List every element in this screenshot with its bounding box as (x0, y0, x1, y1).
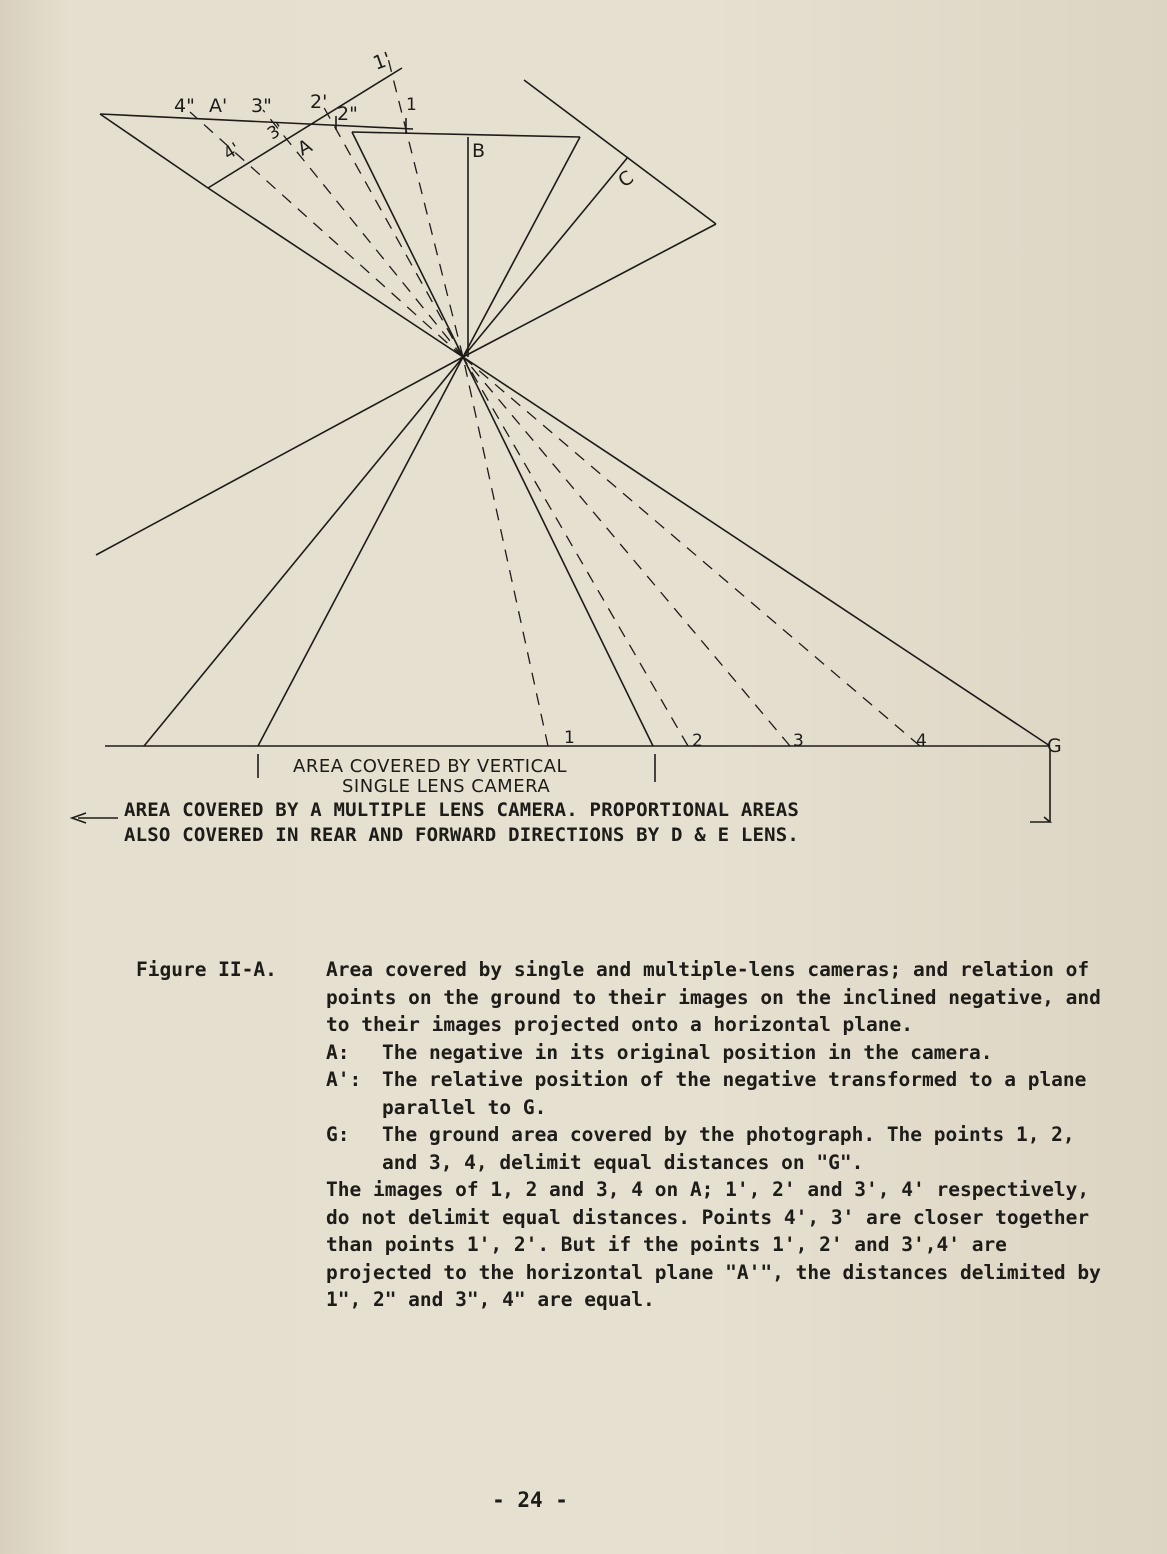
dash-ray-2-up (322, 104, 463, 357)
single-lens-line-2: SINGLE LENS CAMERA (342, 776, 551, 797)
ray-top-b-right (463, 137, 580, 357)
arrow-right (1030, 817, 1050, 822)
multiple-lens-caption-line-2: ALSO COVERED IN REAR AND FORWARD DIRECTIONS BY D & E LENS. (124, 824, 800, 846)
multiple-lens-caption-line-1: AREA COVERED BY A MULTIPLE LENS CAMERA. PROPORTIONAL AREAS (124, 799, 800, 821)
ray-b-left (258, 357, 463, 746)
label-1p: 1' (370, 48, 394, 75)
left-frame-top (100, 114, 208, 188)
label-4p-neg: 4' (220, 139, 244, 165)
page-number: - 24 - (492, 1488, 568, 1512)
label-ground-4: 4 (916, 731, 927, 751)
definition-g (326, 1121, 1106, 1176)
label-4pp: 4" (174, 95, 195, 117)
negative-a (208, 68, 402, 188)
label-2pp: 2" (337, 103, 358, 125)
figure-intro: Area covered by single and multiple-lens cameras; and relation of points on the ground to their images on the inclined negative, and to their images projected onto a horizontal plane. (326, 958, 1101, 1036)
label-1-top: 1 (406, 95, 417, 115)
label-a-prime: A' (209, 95, 228, 117)
single-lens-line-1: AREA COVERED BY VERTICAL (293, 756, 567, 777)
ray-g-right (463, 357, 1050, 746)
definition-a-prime (326, 1066, 1106, 1121)
ray-a-left (144, 357, 463, 746)
negative-b (352, 132, 580, 137)
multiple-lens-caption (124, 798, 1024, 848)
figure-closing: The images of 1, 2 and 3, 4 on A; 1', 2' and 3', 4' respectively, do not delimit equal distances. Points 4', 3' are closer together than points 1', 2'. But if the points 1', 2' and 3',4' are projected to the horizontal plane "A'", the distances delimited by 1", 2" and 3", 4" are equal. (326, 1178, 1101, 1311)
figure-body (326, 956, 1106, 1314)
definition-key: A: (326, 1040, 350, 1064)
label-ground-1: 1 (564, 728, 575, 748)
label-3p-neg: 3' (264, 119, 288, 145)
ray-left-outer (96, 357, 463, 555)
figure-label: Figure II-A. (136, 958, 277, 981)
ray-b-right (463, 357, 653, 746)
ray-upper-right (463, 224, 716, 357)
definition-key: G: (326, 1123, 350, 1146)
ray-top-c (463, 157, 628, 357)
dash-ray-4 (463, 357, 920, 746)
negative-c (524, 80, 716, 224)
definition-a (326, 1039, 1106, 1067)
dash-ray-1-up (388, 58, 463, 357)
dash-ray-2 (463, 357, 688, 746)
label-3pp: 3" (251, 95, 272, 117)
definition-text: The ground area covered by the photograph. The points 1, 2, and 3, 4, delimit equal distances on "G". (382, 1123, 1075, 1174)
dash-ray-3 (463, 357, 790, 746)
ray-top-b-left (352, 132, 463, 357)
label-c: C (614, 166, 638, 193)
dash-ray-1 (463, 357, 548, 746)
definition-key: A': (326, 1068, 362, 1091)
label-b: B (472, 140, 486, 162)
dash-ray-3-up (263, 110, 463, 357)
label-g: G (1047, 735, 1062, 757)
label-ground-2: 2 (692, 731, 703, 751)
label-2p: 2' (310, 91, 328, 113)
label-a-negative: A (294, 134, 316, 161)
ray-top-left (208, 188, 463, 357)
definition-text: The negative in its original position in the camera. (382, 1040, 993, 1064)
label-ground-3: 3 (793, 731, 804, 751)
definition-text: The relative position of the negative transformed to a plane parallel to G. (382, 1068, 1087, 1119)
